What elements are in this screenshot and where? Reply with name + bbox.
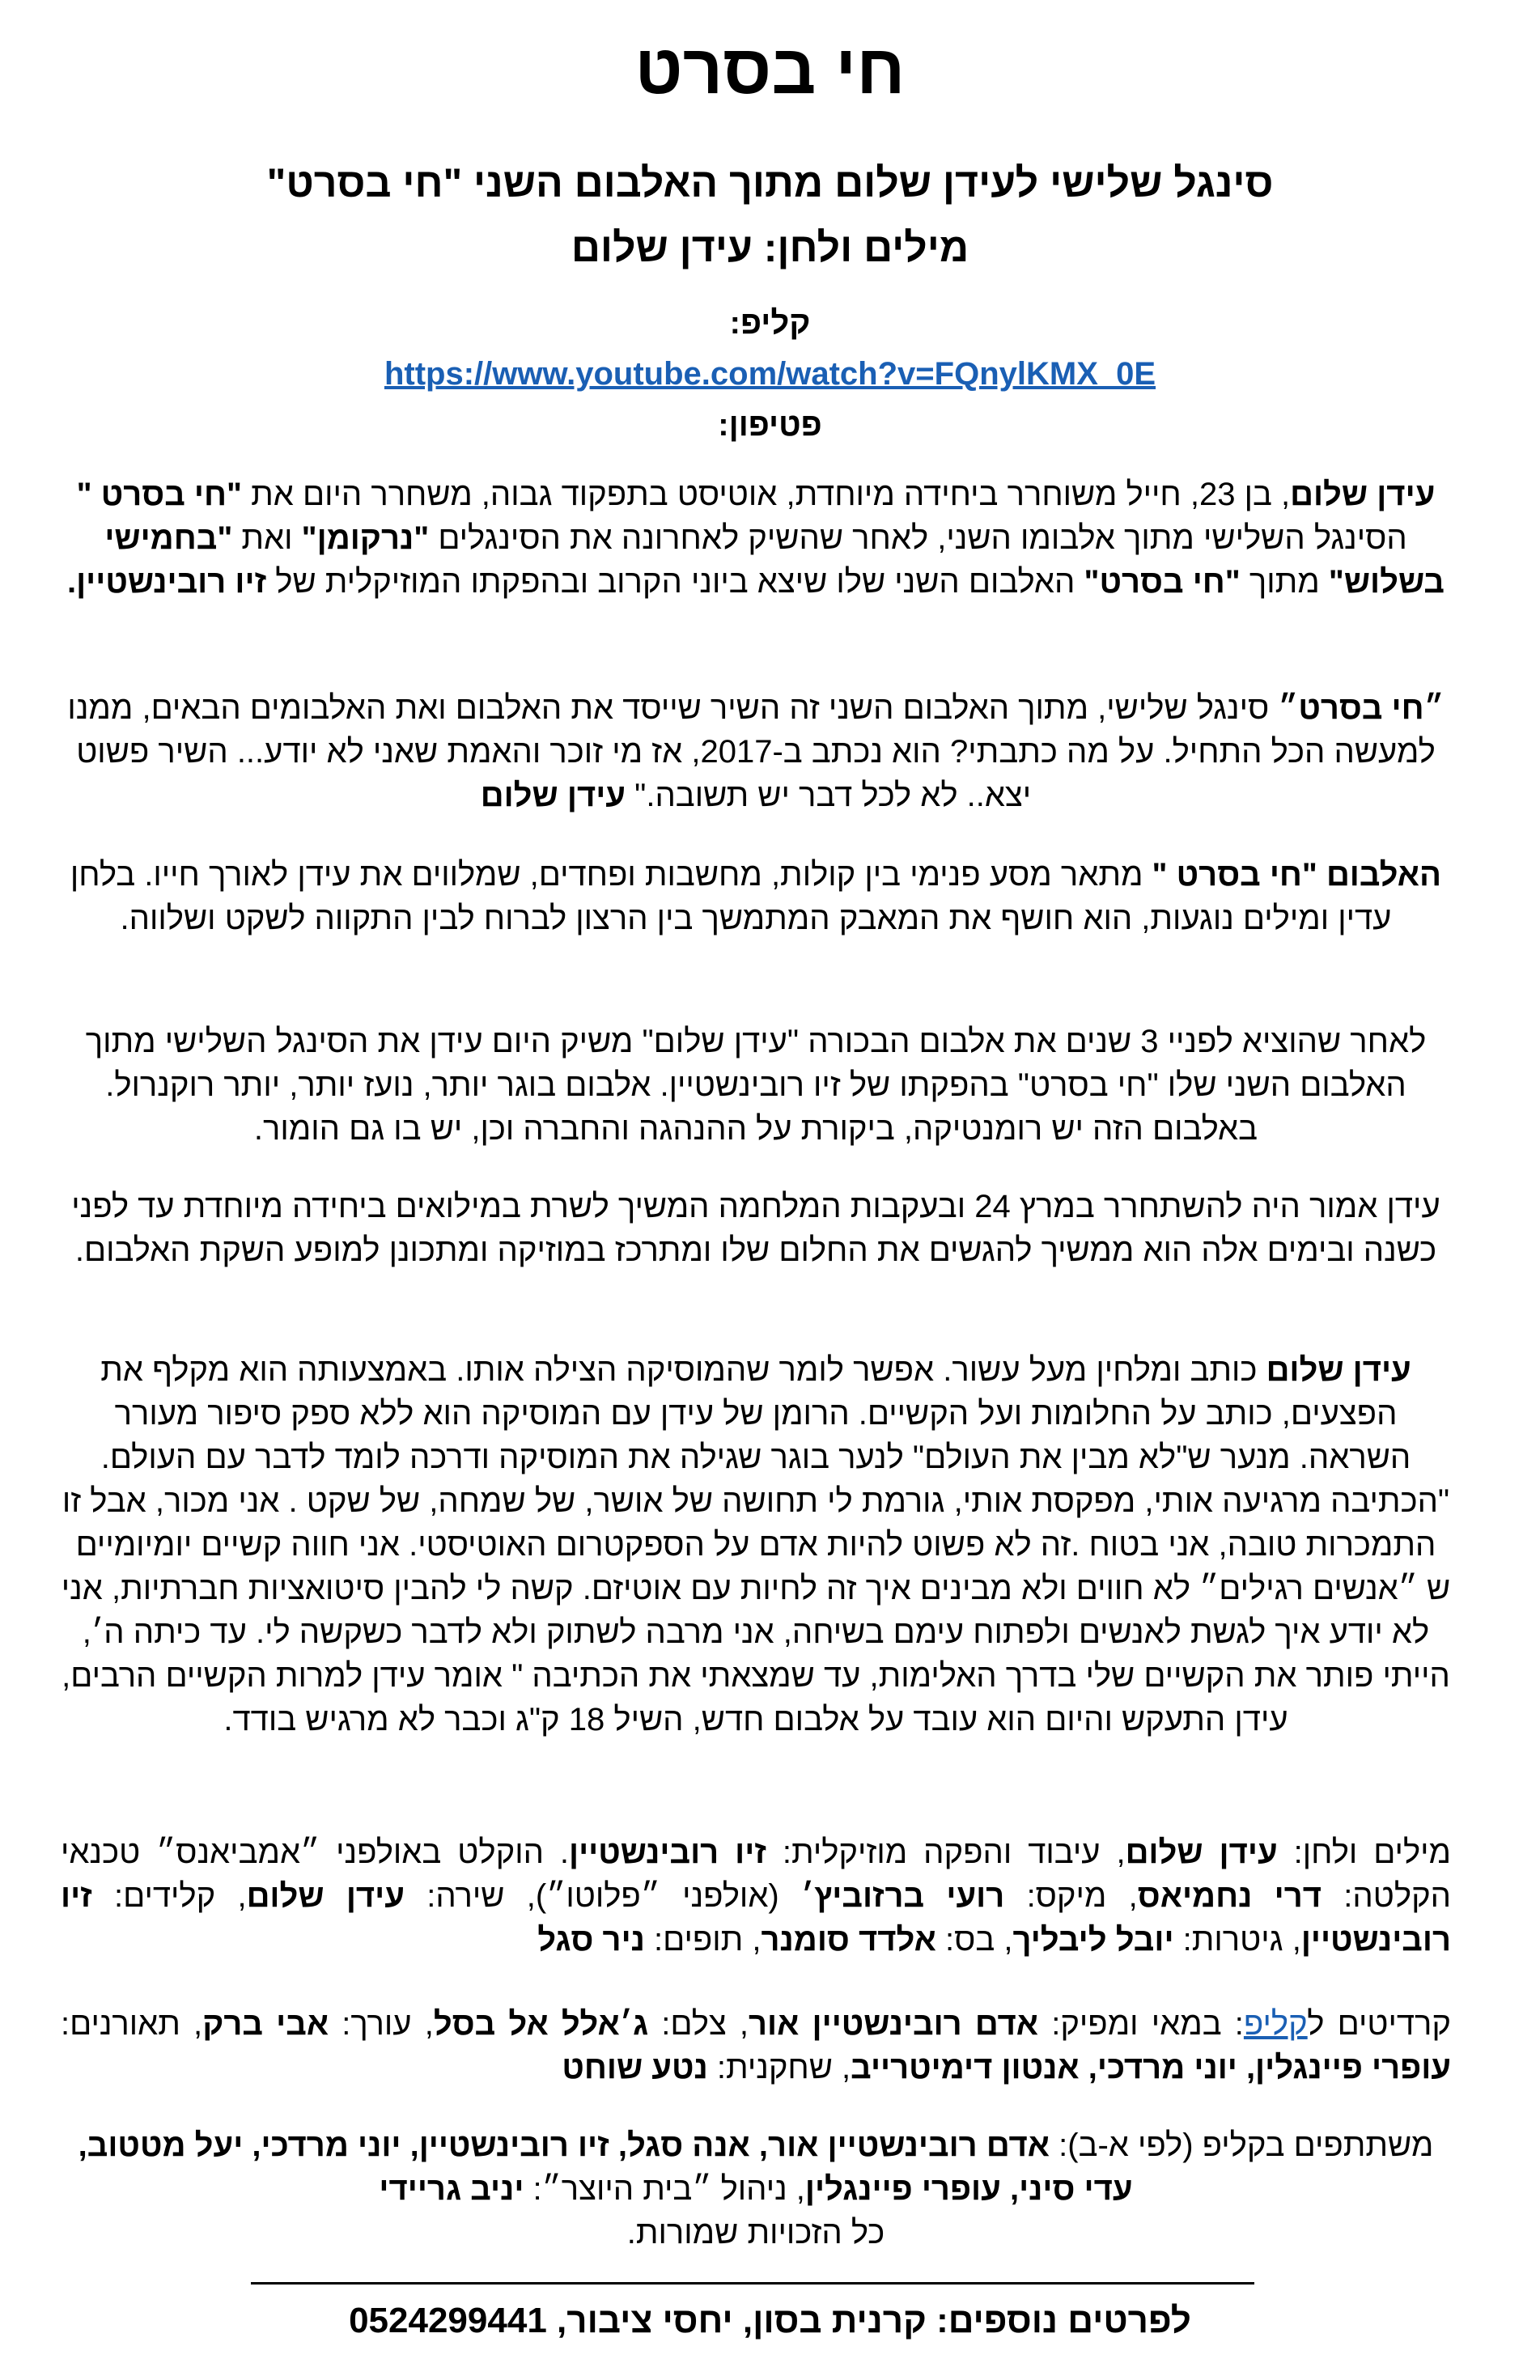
- credit-name: אדם רובינשטיין אור: [749, 2006, 1039, 2042]
- text-span: , צלם:: [648, 2006, 749, 2042]
- credit-name: זיו רובינשטיין: [61, 1878, 1451, 1958]
- song-name: ״חי בסרט״: [1278, 690, 1445, 726]
- participant-names: אדם רובינשטיין אור, אנה סגל, זיו רובינשטיין, יוני מרדכי, יעל מטטוב, עדי סיני, עופרי פיינגלין: [78, 2128, 1133, 2207]
- text-span: , תאורנים:: [61, 2006, 203, 2042]
- text-span: , עיבוד והפקה מוזיקלית:: [766, 1835, 1126, 1870]
- clip-url-link[interactable]: https://www.youtube.com/watch?v=FQnylKMX_0E: [384, 356, 1156, 392]
- paragraph-clip-credits: [61, 2002, 1451, 2089]
- credit-name: אבי ברק: [202, 2006, 329, 2042]
- rights-text: כל הזכויות שמורות.: [626, 2215, 885, 2251]
- album-name: "חי בסרט": [1084, 564, 1241, 600]
- text-span: קרדיטים ל: [1307, 2006, 1451, 2042]
- artist-name: עידן שלום: [1290, 477, 1436, 512]
- artist-name: עידן שלום: [480, 778, 626, 813]
- paragraph-album: [61, 853, 1451, 940]
- credit-name: עידן שלום: [246, 1878, 405, 1914]
- paragraph-military: [61, 1185, 1451, 1272]
- credit-name: עופרי פיינגלין, יוני מרדכי, אנטון דימיטרייב: [851, 2050, 1451, 2085]
- credit-name: עידן שלום: [1125, 1835, 1278, 1870]
- credit-name: רועי ברזוביץ׳: [801, 1878, 1005, 1914]
- text-span: (אולפני ״פלוטו״), שירה:: [404, 1878, 802, 1914]
- text-span: , מיקס:: [1004, 1878, 1138, 1914]
- single-name: "נרקומן": [301, 520, 430, 556]
- credit-name: אלדד סומנר: [761, 1922, 936, 1958]
- text-span: לאחר שהוציא לפניי 3 שנים את אלבום הבכורה "עידן שלום" משיק היום עידן את הסינגל השלישי מתוך האלבום השני שלו "חי בסרט" בהפקתו של זיו רובינשטיין. אלבום בוגר יותר, נועז יותר, יותר רוקנרול. באלבום הזה יש רומנטיקה, ביקורת על ההנהגה והחברה וכן, יש בו גם הומור.: [85, 1024, 1427, 1147]
- producer-name: זיו רובינשטיין.: [67, 564, 267, 600]
- credit-name: ניר סגל: [537, 1922, 645, 1958]
- credit-name: יניב גריידי: [379, 2171, 524, 2207]
- text-span: משתתפים בקליפ (לפי א-ב):: [1050, 2128, 1434, 2163]
- text-span: , עורך:: [329, 2006, 434, 2042]
- artist-name: עידן שלום: [1266, 1352, 1411, 1388]
- clip-label: קליפ:: [729, 305, 811, 341]
- clip-link[interactable]: קליפ: [1243, 2006, 1308, 2042]
- credit-name: יובל ליבליך: [1012, 1922, 1174, 1958]
- text-span: מתוך: [1240, 564, 1329, 600]
- text-span: . הוקלט באולפני ״אמביאנס״ טכנאי הקלטה:: [61, 1835, 1452, 1914]
- contact-footer: לפרטים נוספים: קרנית בסון, יחסי ציבור, 0524299441: [349, 2301, 1191, 2340]
- paragraph-intro: [61, 473, 1451, 604]
- text-span: , תופים:: [644, 1922, 762, 1958]
- text-span: הסינגל השלישי מתוך אלבומו השני, לאחר שהשיק לאחרונה את הסינגלים: [429, 520, 1407, 556]
- footer-divider: [251, 2282, 1254, 2285]
- single-name: "בחמישי בשלוש": [104, 520, 1445, 600]
- text-span: ואת: [232, 520, 302, 556]
- page-title: חי בסרט: [634, 31, 906, 108]
- text-span: עידן אמור היה להשתחרר במרץ 24 ובעקבות המלחמה המשיך לשרת במילואים ביחידה מיוחדת עד לפני כשנה ובימים אלה הוא ממשיך להגשים את החלום שלו ומתרכז במוזיקה ומתכונן למופע השקת האלבום.: [71, 1189, 1440, 1268]
- paragraph-song-quote: [61, 686, 1451, 817]
- album-name: האלבום "חי בסרט ": [1152, 857, 1442, 893]
- credit-name: דרי נחמיאס: [1137, 1878, 1322, 1914]
- song-name: "חי בסרט ": [76, 477, 242, 512]
- clip-section: [0, 298, 1540, 451]
- subtitle-line-2: מילים ולחן: עידן שלום: [571, 225, 969, 270]
- text-span: , בן 23, חייל משוחרר ביחידה מיוחדת, אוטיסט בתפקוד גבוה, משחרר היום את: [241, 477, 1291, 512]
- text-span: : במאי ומפיק:: [1038, 2006, 1244, 2042]
- credit-name: נטע שוחט: [562, 2050, 708, 2085]
- paragraph-credits: [61, 1831, 1451, 1962]
- text-span: כותב ומלחין מעל עשור. אפשר לומר שהמוסיקה הצילה אותו. באמצעותה הוא מקלף את הפצעים, כותב על החלומות ועל הקשיים. הרומן של עידן עם המוסיקה הוא ללא ספק סיפור מעורר השראה. מנער ש"לא מבין את העולם" לנער בוגר שגילה את המוסיקה ודרכה לומד לדבר עם העולם. "הכתיבה מרגיעה אותי, מפקסת אותי, גורמת לי תחושה של אושר, של שמחה, של שקט . אני מכור, אבל זו התמכרות טובה, אני בטוח .זה לא פשוט להיות אדם על הספקטרום האוטיסטי. אני חווה קשיים יומיומיים ש ״אנשים רגילים״ לא חווים ולא מבינים איך זה לחיות עם אוטיזם. קשה לי להבין סיטואציות חברתיות, אני לא יודע איך לגשת לאנשים ולפתוח עימם בשיחה, אני מרבה לשתוק ולא לדבר כשקשה לי. עד כיתה ה׳, הייתי פותר את הקשיים שלי בדרך האלימות, עד שמצאתי את הכתיבה " אומר עידן למרות הקשיים הרבים, עידן התעקש והיום הוא עובד על אלבום חדש, השיל 18 ק"ג וכבר לא מרגיש בודד.: [61, 1352, 1451, 1737]
- text-span: , ניהול ״בית היוצר״:: [524, 2171, 805, 2207]
- text-span: האלבום השני שלו שיצא ביוני הקרוב ובהפקתו המוזיקלית של: [266, 564, 1084, 600]
- text-span: מתאר מסע פנימי בין קולות, מחשבות ופחדים, שמלווים את עידן לאורך חייו. בלחן עדין ומילים נוגעות, הוא חושף את המאבק המתמשך בין הרצון לברוח לבין התקווה לשקט ושלווה.: [70, 857, 1392, 936]
- paragraph-story: [61, 1348, 1451, 1742]
- paragraph-participants: [61, 2123, 1451, 2255]
- text-span: סינגל שלישי, מתוך האלבום השני זה השיר שייסד את האלבום ואת האלבומים הבאים, ממנו למעשה הכל התחיל. על מה כתבתי? הוא נכתב ב-2017, אז מי זוכר והאמת שאני לא יודע... השיר פשוט יצא.. לא לכל דבר יש תשובה.": [67, 690, 1436, 813]
- text-span: , קלידים:: [91, 1878, 247, 1914]
- credit-name: ג׳אלל אל בסל: [433, 2006, 649, 2042]
- text-span: , גיטרות:: [1173, 1922, 1301, 1958]
- subtitle-line-1: סינגל שלישי לעידן שלום מתוך האלבום השני "חי בסרט": [266, 160, 1274, 206]
- credit-name: זיו רובינשטיין: [569, 1835, 766, 1870]
- text-span: מילים ולחן:: [1277, 1835, 1452, 1870]
- radio-label: פטיפון:: [718, 407, 822, 443]
- text-span: , בס:: [935, 1922, 1013, 1958]
- paragraph-background: [61, 1020, 1451, 1151]
- text-span: , שחקנית:: [707, 2050, 851, 2085]
- subtitle: [0, 151, 1540, 280]
